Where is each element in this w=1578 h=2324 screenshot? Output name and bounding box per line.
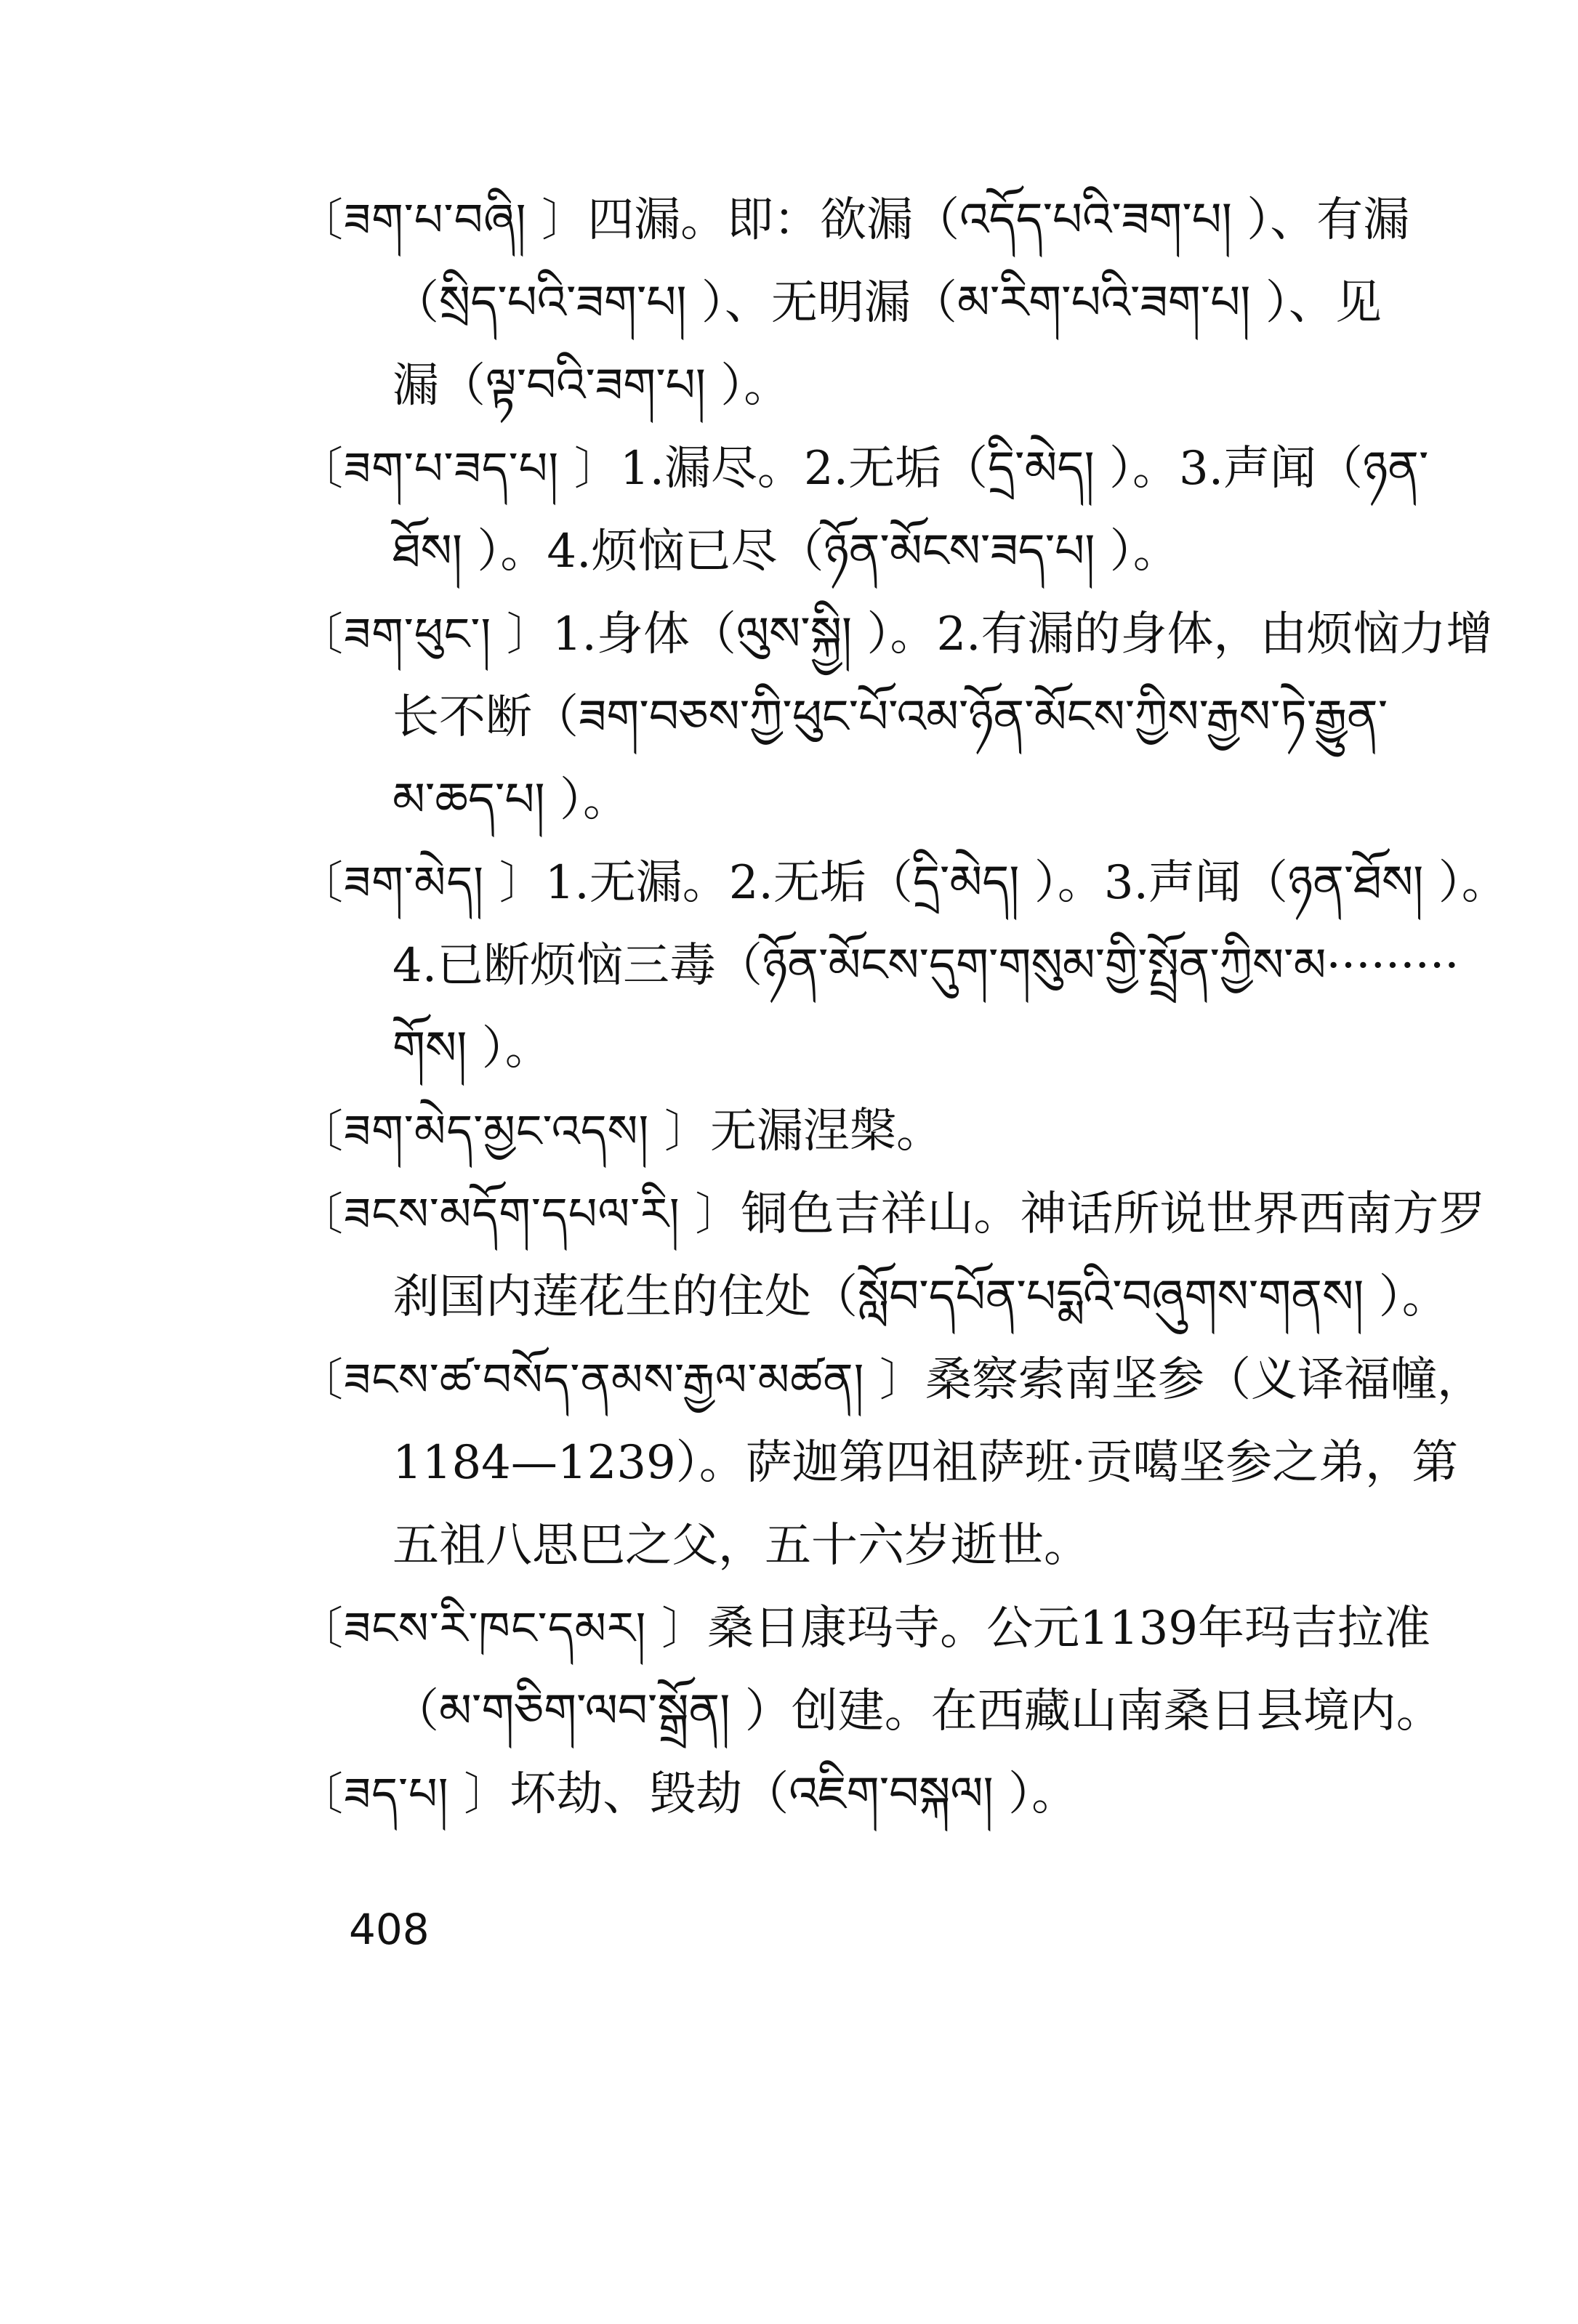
entry-definition-text: 1.无漏。2.无垢（དྲི་མེད། ）。3.声闻（ཉན་ཐོས། ）。 [544, 856, 1508, 910]
entry-headword: 〔ཟག་མེད་མྱང་འདས། 〕 [298, 1105, 710, 1158]
entry-first-line [298, 1099, 943, 1164]
entry-continuation-line: མ་ཆད་པ། ）。 [393, 773, 630, 827]
entry-continuation-line: ཐོས། ）。4.烦恼已尽（ཉོན་མོངས་ཟད་པ། ）。 [393, 525, 1180, 578]
entry-first-line [298, 436, 1428, 501]
entry-continuation-line: 刹国内莲花生的住处（སློབ་དཔོན་པདྨའི་བཞུགས་གནས། ）。 [393, 1270, 1449, 1324]
entry-continuation-line: 1184—1239）。萨迦第四祖萨班·贡噶坚参之弟，第 [393, 1436, 1459, 1490]
entry-first-line [298, 602, 1493, 667]
entry-continuation-line: （སྲིད་པའི་ཟག་པ། ）、无明漏（མ་རིག་པའི་ཟག་པ། ）、见 [393, 276, 1382, 330]
entry-first-line [298, 1596, 1430, 1661]
entry-continuation-line: 4.已断烦恼三毒（ཉོན་མོངས་དུག་གསུམ་གྱི་སྤྲོན་ཀྱིས་མ········· [393, 939, 1460, 993]
entry-headword: 〔ཟད་པ། 〕 [298, 1767, 510, 1820]
entry-continuation-line: གོས། ）。 [393, 1022, 552, 1076]
entry-first-line [298, 850, 1508, 916]
entry-definition-text: 铜色吉祥山。神话所说世界西南方罗 [741, 1187, 1486, 1241]
entry-definition-text: 1.漏尽。2.无垢（དྲི་མེད། ）。3.声闻（ཉན་ [619, 442, 1429, 496]
entry-first-line [298, 1182, 1485, 1247]
entry-first-line [298, 1762, 1078, 1827]
page-number: 408 [349, 1905, 430, 1954]
entry-headword: 〔ཟག་པ་བཞི། 〕 [298, 193, 588, 246]
entry-first-line [298, 187, 1409, 253]
entry-headword: 〔ཟངས་རི་ཁང་དམར། 〕 [298, 1602, 708, 1655]
entry-continuation-line: 漏（ལྟ་བའི་ཟག་པ། ）。 [393, 359, 791, 413]
entry-continuation-line: 五祖八思巴之父，五十六岁逝世。 [393, 1519, 1090, 1573]
entry-definition-text: 四漏。即：欲漏（འདོད་པའི་ཟག་པ། ）、有漏 [587, 193, 1410, 247]
entry-headword: 〔ཟག་ཕུང་། 〕 [298, 608, 552, 661]
entry-headword: 〔ཟངས་མདོག་དཔལ་རི། 〕 [298, 1187, 741, 1240]
entry-definition-text: 无漏涅槃。 [710, 1105, 943, 1158]
entry-continuation-line: 长不断（ཟག་བཅས་ཀྱི་ཕུང་པོ་འམ་ཉོན་མོངས་ཀྱིས་རྒྱས་ཏེ་རྒྱུན་ [393, 690, 1388, 744]
entry-continuation-line: （མ་གཅིག་ལབ་སྒྲོན། ）创建。在西藏山南桑日县境内。 [393, 1685, 1443, 1738]
entry-first-line [298, 1347, 1484, 1413]
entry-definition-text: 坏劫、毁劫（འཇིག་བསྐལ། ）。 [510, 1767, 1079, 1821]
entry-definition-text: 1.身体（ལུས་སྐྱི། ）。2.有漏的身体，由烦恼力增 [552, 608, 1493, 661]
entry-headword: 〔ཟག་པ་ཟད་པ། 〕 [298, 442, 620, 495]
entry-definition-text: 桑日康玛寺。公元1139年玛吉拉准 [707, 1602, 1431, 1655]
entry-headword: 〔ཟག་མེད། 〕 [298, 856, 545, 909]
entry-definition-text: 桑察索南坚参（义译福幢， [925, 1353, 1484, 1407]
entry-headword: 〔ཟངས་ཚ་བསོད་ནམས་རྒྱལ་མཚན། 〕 [298, 1353, 926, 1406]
